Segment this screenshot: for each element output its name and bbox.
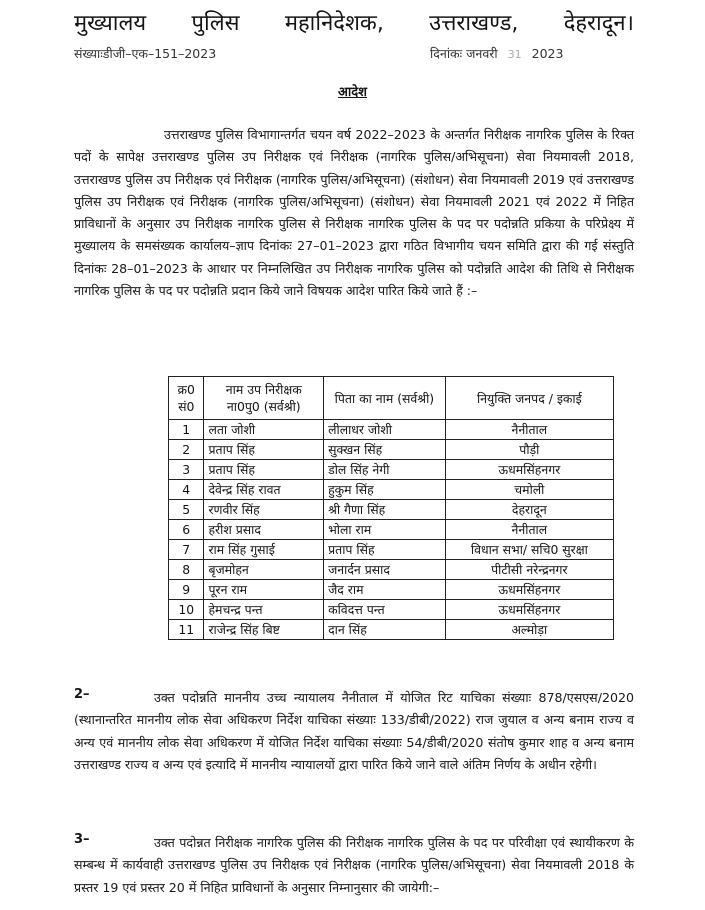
date-year: 2023: [531, 46, 564, 61]
header-serial: क्र0 सं0: [169, 377, 204, 420]
cell-posting: अल्मोड़ा: [445, 620, 613, 640]
heading-word: देहरादून।: [563, 11, 634, 36]
cell-serial: 4: [169, 480, 204, 500]
cell-serial: 11: [169, 620, 204, 640]
cell-posting: ऊधमसिंहनगर: [445, 600, 613, 620]
date-day: 31: [507, 48, 522, 61]
table-row: [169, 460, 614, 480]
cell-name: पूरन राम: [204, 580, 324, 600]
table-row: [169, 500, 614, 520]
cell-serial: 5: [169, 500, 204, 520]
cell-name: हरीश प्रसाद: [204, 520, 324, 540]
paragraph-3: उक्त पदोन्नत निरीक्षक नागरिक पुलिस की निरीक्षक नागरिक पुलिस के पद पर परिवीक्षा एवं स्थायीकरण के सम्बन्ध में कार्यवाही उत्तराखण्ड पुलिस उप निरीक्षक एवं निरीक्षक (नागरिक पुलिस/अभिसूचना) सेवा नियमावली 2018 के प्रस्तर 19 एवं प्रस्तर 20 में निहित प्राविधानों के अनुसार निम्नानुसार की जायेगी:–: [74, 835, 634, 895]
cell-father: जनार्दन प्रसाद: [324, 560, 446, 580]
header-father: पिता का नाम (सर्वश्री): [324, 377, 446, 420]
table-row: [169, 600, 614, 620]
cell-serial: 7: [169, 540, 204, 560]
paragraph-2: उक्त पदोन्नति माननीय उच्च न्यायालय नैनीताल में योजित रिट याचिका संख्याः 878/एसएस/2020 (स्थानान्तरित माननीय लोक सेवा अधिकरण निर्देश याचिका संख्याः 133/डीबी/2022) राज जुयाल व अन्य बनाम राज्य व अन्य एवं माननीय लोक सेवा अधिकरण में योजित निर्देश याचिका संख्याः 54/डीबी/2020 संतोष कुमार शाह व अन्य बनाम उत्तराखण्ड राज्य व अन्य एवं इत्यादि में माननीय न्यायालयों द्वारा पारित किये जाने वाले अंतिम निर्णय के अधीन रहेगी।: [74, 690, 634, 772]
cell-posting: नैनीताल: [445, 520, 613, 540]
cell-posting: देहरादून: [445, 500, 613, 520]
cell-father: जैद राम: [324, 580, 446, 600]
heading-word: मुख्यालय: [74, 11, 147, 36]
cell-father: भोला राम: [324, 520, 446, 540]
heading-word: महानिदेशक,: [284, 11, 384, 36]
table-row: [169, 560, 614, 580]
cell-posting: ऊधमसिंहनगर: [445, 580, 613, 600]
cell-father: हुकुम सिंह: [324, 480, 446, 500]
table-row: [169, 440, 614, 460]
cell-name: प्रताप सिंह: [204, 460, 324, 480]
reference-number: संख्याःडीजी–एक–151–2023: [74, 46, 217, 61]
table-row: [169, 520, 614, 540]
cell-name: रणवीर सिंह: [204, 500, 324, 520]
header-posting: नियुक्ति जनपद / इकाई: [445, 377, 613, 420]
cell-serial: 10: [169, 600, 204, 620]
date-label: दिनांकः जनवरी: [430, 46, 498, 61]
office-heading: [74, 10, 634, 38]
heading-word: उत्तराखण्ड,: [429, 11, 519, 36]
cell-posting: पौड़ी: [445, 440, 613, 460]
cell-serial: 6: [169, 520, 204, 540]
cell-father: डोल सिंह नेगी: [324, 460, 446, 480]
cell-serial: 2: [169, 440, 204, 460]
cell-posting: पीटीसी नरेन्द्रनगर: [445, 560, 613, 580]
cell-father: लीलाधर जोशी: [324, 420, 446, 440]
cell-serial: 1: [169, 420, 204, 440]
table-row: [169, 580, 614, 600]
cell-father: सुक्खन सिंह: [324, 440, 446, 460]
table-header-row: [169, 377, 614, 420]
order-heading-text: आदेश: [337, 85, 368, 100]
paragraph-1: उत्तराखण्ड पुलिस विभागान्तर्गत चयन वर्ष 2022–2023 के अन्तर्गत निरीक्षक नागरिक पुलिस के रिक्त पदों के सापेक्ष उत्तराखण्ड पुलिस उप निरीक्षक एवं निरीक्षक (नागरिक पुलिस/अभिसूचना) सेवा नियमावली 2018, उत्तराखण्ड पुलिस उप निरीक्षक एवं निरीक्षक (नागरिक पुलिस/अभिसूचना) (संशोधन) सेवा नियमावली 2019 एवं उत्तराखण्ड पुलिस उप निरीक्षक एवं निरीक्षक (नागरिक पुलिस/अभिसूचना) (संशोधन) सेवा नियमावली 2021 एवं 2022 में निहित प्राविधानों के अनुसार उप निरीक्षक नागरिक पुलिस से निरीक्षक नागरिक पुलिस के पद पर पदोन्नति प्रकिया के परिप्रेक्ष्य में मुख्यालय के समसंख्यक कार्यालय–ज्ञाप दिनांकः 27–01–2023 द्वारा गठित विभागीय चयन समिति द्वारा की गई संस्तुति दिनांकः 28–01–2023 के आधार पर निम्नलिखित उप निरीक्षक नागरिक पुलिस को पदोन्नति आदेश की तिथि से निरीक्षक नागरिक पुलिस के पद पर पदोन्नति प्रदान किये जाने विषयक आदेश पारित किये जाते हैं :–: [74, 127, 634, 299]
cell-name: लता जोशी: [204, 420, 324, 440]
cell-serial: 3: [169, 460, 204, 480]
table-row: [169, 480, 614, 500]
table-row: [169, 540, 614, 560]
cell-posting: विधान सभा/ सचि0 सुरक्षा: [445, 540, 613, 560]
cell-father: श्री गैणा सिंह: [324, 500, 446, 520]
order-heading: [0, 82, 705, 100]
order-date: [430, 45, 563, 62]
cell-name: बृजमोहन: [204, 560, 324, 580]
cell-posting: ऊधमसिंहनगर: [445, 460, 613, 480]
cell-name: राजेन्द्र सिंह बिष्ट: [204, 620, 324, 640]
paragraph-2-number: 2–: [74, 687, 90, 702]
cell-father: प्रताप सिंह: [324, 540, 446, 560]
cell-name: देवेन्द्र सिंह रावत: [204, 480, 324, 500]
header-name: नाम उप निरीक्षक ना0पु0 (सर्वश्री): [204, 377, 324, 420]
cell-posting: चमोली: [445, 480, 613, 500]
paragraph-3-number: 3–: [74, 832, 90, 847]
cell-name: प्रताप सिंह: [204, 440, 324, 460]
cell-name: हेमचन्द्र पन्त: [204, 600, 324, 620]
table-row: [169, 620, 614, 640]
promotion-table: [168, 376, 614, 640]
cell-serial: 8: [169, 560, 204, 580]
cell-name: राम सिंह गुसाई: [204, 540, 324, 560]
cell-father: दान सिंह: [324, 620, 446, 640]
cell-father: कविदत्त पन्त: [324, 600, 446, 620]
cell-serial: 9: [169, 580, 204, 600]
cell-posting: नैनीताल: [445, 420, 613, 440]
table-row: [169, 420, 614, 440]
heading-word: पुलिस: [191, 11, 240, 36]
